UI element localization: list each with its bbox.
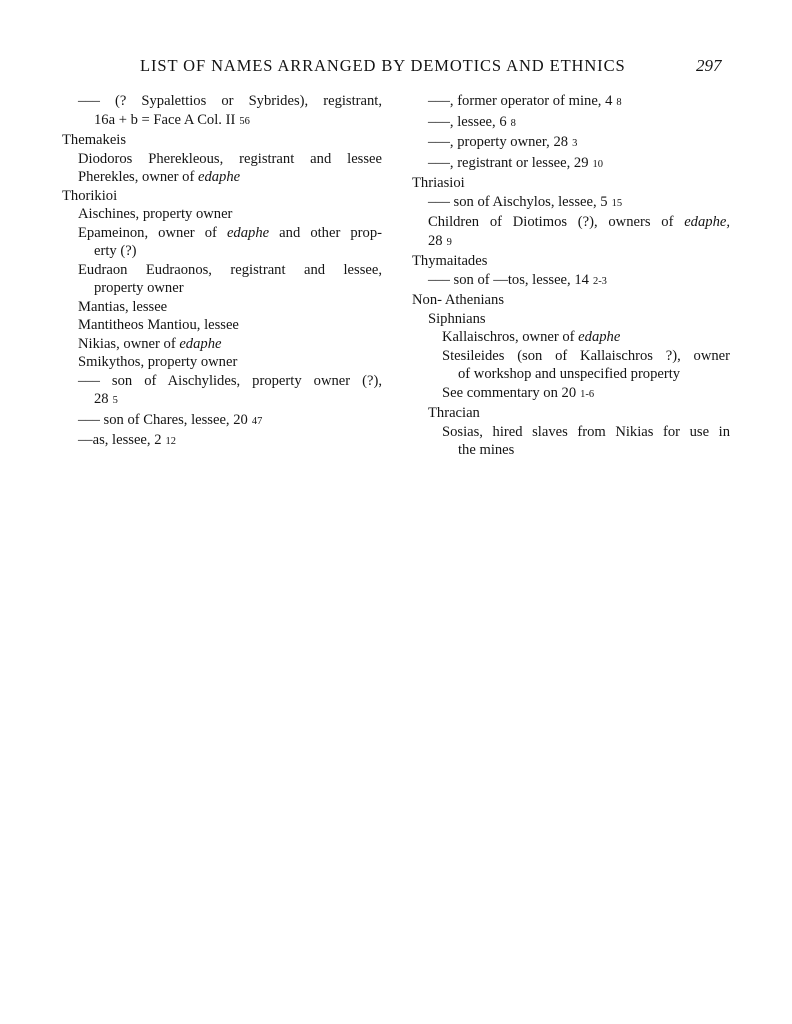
entry-text: Children of Diotimos (?), owners of <box>428 214 685 230</box>
index-entry-line <box>412 232 730 253</box>
index-entry-line <box>62 390 382 411</box>
index-heading <box>62 131 382 150</box>
index-entry-line <box>62 298 382 317</box>
entry-text: –––, former operator of mine, 4 <box>428 93 613 109</box>
entry-text: Nikias, owner of <box>78 335 180 352</box>
entry-text: ––– son of Chares, lessee, 20 <box>78 411 248 428</box>
index-entry-line <box>412 328 730 347</box>
entry-text: ––– son of Aischylides, property owner (?), <box>78 372 382 389</box>
entry-text: Epameinon, owner of <box>78 224 227 241</box>
index-entry-line <box>412 310 730 329</box>
index-heading <box>412 291 730 310</box>
line-reference: 2-3 <box>592 275 607 287</box>
entry-text: erty (?) <box>94 243 137 259</box>
index-entry-line <box>62 261 382 280</box>
entry-text: –––, lessee, 6 <box>428 113 507 130</box>
entry-text: Thymaitades <box>412 253 488 269</box>
entry-text: Kallaischros, owner of <box>442 329 579 345</box>
entry-text: Aischines, property owner <box>78 206 233 222</box>
index-heading <box>412 174 730 193</box>
entry-text: 16a + b = Face A Col. II <box>94 111 236 128</box>
index-entry-line <box>412 384 730 405</box>
entry-text: Non- Athenians <box>412 292 505 308</box>
entry-text: of workshop and unspecified property <box>458 366 681 382</box>
index-entry-line <box>412 113 730 134</box>
entry-text: Thorikioi <box>62 187 118 204</box>
entry-italic-term: edaphe <box>226 224 270 241</box>
entry-text: property owner <box>94 280 184 296</box>
entry-italic-term: edaphe <box>578 329 621 345</box>
index-entry-line <box>62 316 382 335</box>
entry-text: the mines <box>458 442 515 458</box>
running-title: LIST OF NAMES ARRANGED BY DEMOTICS AND ETHNICS <box>140 56 626 75</box>
page-number: 297 <box>696 56 722 75</box>
line-reference: 10 <box>592 158 603 170</box>
index-entry-line <box>62 92 382 111</box>
entry-text: –––, property owner, 28 <box>428 134 569 150</box>
index-entry-line <box>62 224 382 243</box>
line-reference: 9 <box>446 236 452 248</box>
entry-text: Mantitheos Mantiou, lessee <box>78 317 239 333</box>
entry-text: Eudraon Eudraonos, registrant and lessee, <box>78 261 382 278</box>
index-entry-line <box>62 168 382 187</box>
index-entry-line <box>62 431 382 452</box>
entry-italic-term: edaphe <box>179 335 222 352</box>
entry-text: Smikythos, property owner <box>78 354 238 370</box>
index-entry-line <box>412 92 730 113</box>
index-entry-line <box>62 111 382 132</box>
entry-text: –––, registrant or lessee, 29 <box>428 154 589 171</box>
entry-text: ––– son of ––tos, lessee, 14 <box>428 271 589 288</box>
line-reference: 5 <box>112 395 118 406</box>
entry-text: Pherekles, owner of <box>78 169 198 185</box>
index-heading <box>412 252 730 271</box>
index-entry-line <box>62 205 382 224</box>
line-reference: 8 <box>616 97 622 108</box>
index-entry-line <box>412 441 730 460</box>
index-entry-line <box>412 404 730 423</box>
line-reference: 12 <box>165 436 176 447</box>
index-entry-line <box>412 154 730 175</box>
line-reference: 56 <box>239 115 250 127</box>
entry-text: ––as, lessee, 2 <box>78 432 162 448</box>
index-entry-line <box>412 423 730 442</box>
entry-text: Mantias, lessee <box>78 298 168 315</box>
entry-italic-term: edaphe <box>197 169 241 185</box>
entry-italic-term: edaphe, <box>684 214 730 230</box>
index-entry-line <box>62 279 382 298</box>
index-entry-line <box>412 347 730 366</box>
entry-text: ––– son of Aischylos, lessee, 5 <box>428 193 608 210</box>
index-entry-line <box>62 150 382 169</box>
index-entry-line <box>62 353 382 372</box>
entry-text: Sosias, hired slaves from Nikias for use in <box>442 423 730 440</box>
index-entry-line <box>412 133 730 154</box>
entry-text: See commentary on 20 <box>442 384 577 401</box>
index-entry-line <box>412 271 730 292</box>
index-entry-line <box>62 335 382 354</box>
index-entry-line <box>62 242 382 261</box>
page-header <box>0 56 792 80</box>
index-entry-line <box>412 193 730 214</box>
line-reference: 8 <box>510 117 516 129</box>
index-entry-line <box>412 213 730 232</box>
entry-text: Thriasioi <box>412 175 465 191</box>
entry-text: 28 <box>428 232 443 249</box>
line-reference: 3 <box>572 138 578 149</box>
index-heading <box>62 187 382 206</box>
line-reference: 15 <box>611 197 623 209</box>
entry-text: Siphnians <box>428 310 486 327</box>
line-reference: 1-6 <box>580 388 595 400</box>
index-entry-line <box>62 372 382 391</box>
line-reference: 47 <box>251 415 263 427</box>
entry-text: Stesileides (son of Kallaischros ?), owner <box>442 347 730 364</box>
entry-text: Thracian <box>428 405 480 421</box>
left-column <box>62 92 382 452</box>
entry-text: ––– (? Sypalettios or Sybrides), registrant, <box>78 93 382 109</box>
index-entry-line <box>412 365 730 384</box>
entry-text-continued: and other prop- <box>269 224 382 241</box>
right-column <box>412 92 730 460</box>
index-entry-line <box>62 411 382 432</box>
entry-text: Diodoros Pherekleous, registrant and lessee <box>78 150 382 167</box>
entry-text: Themakeis <box>62 132 127 148</box>
entry-text: 28 <box>94 391 109 407</box>
